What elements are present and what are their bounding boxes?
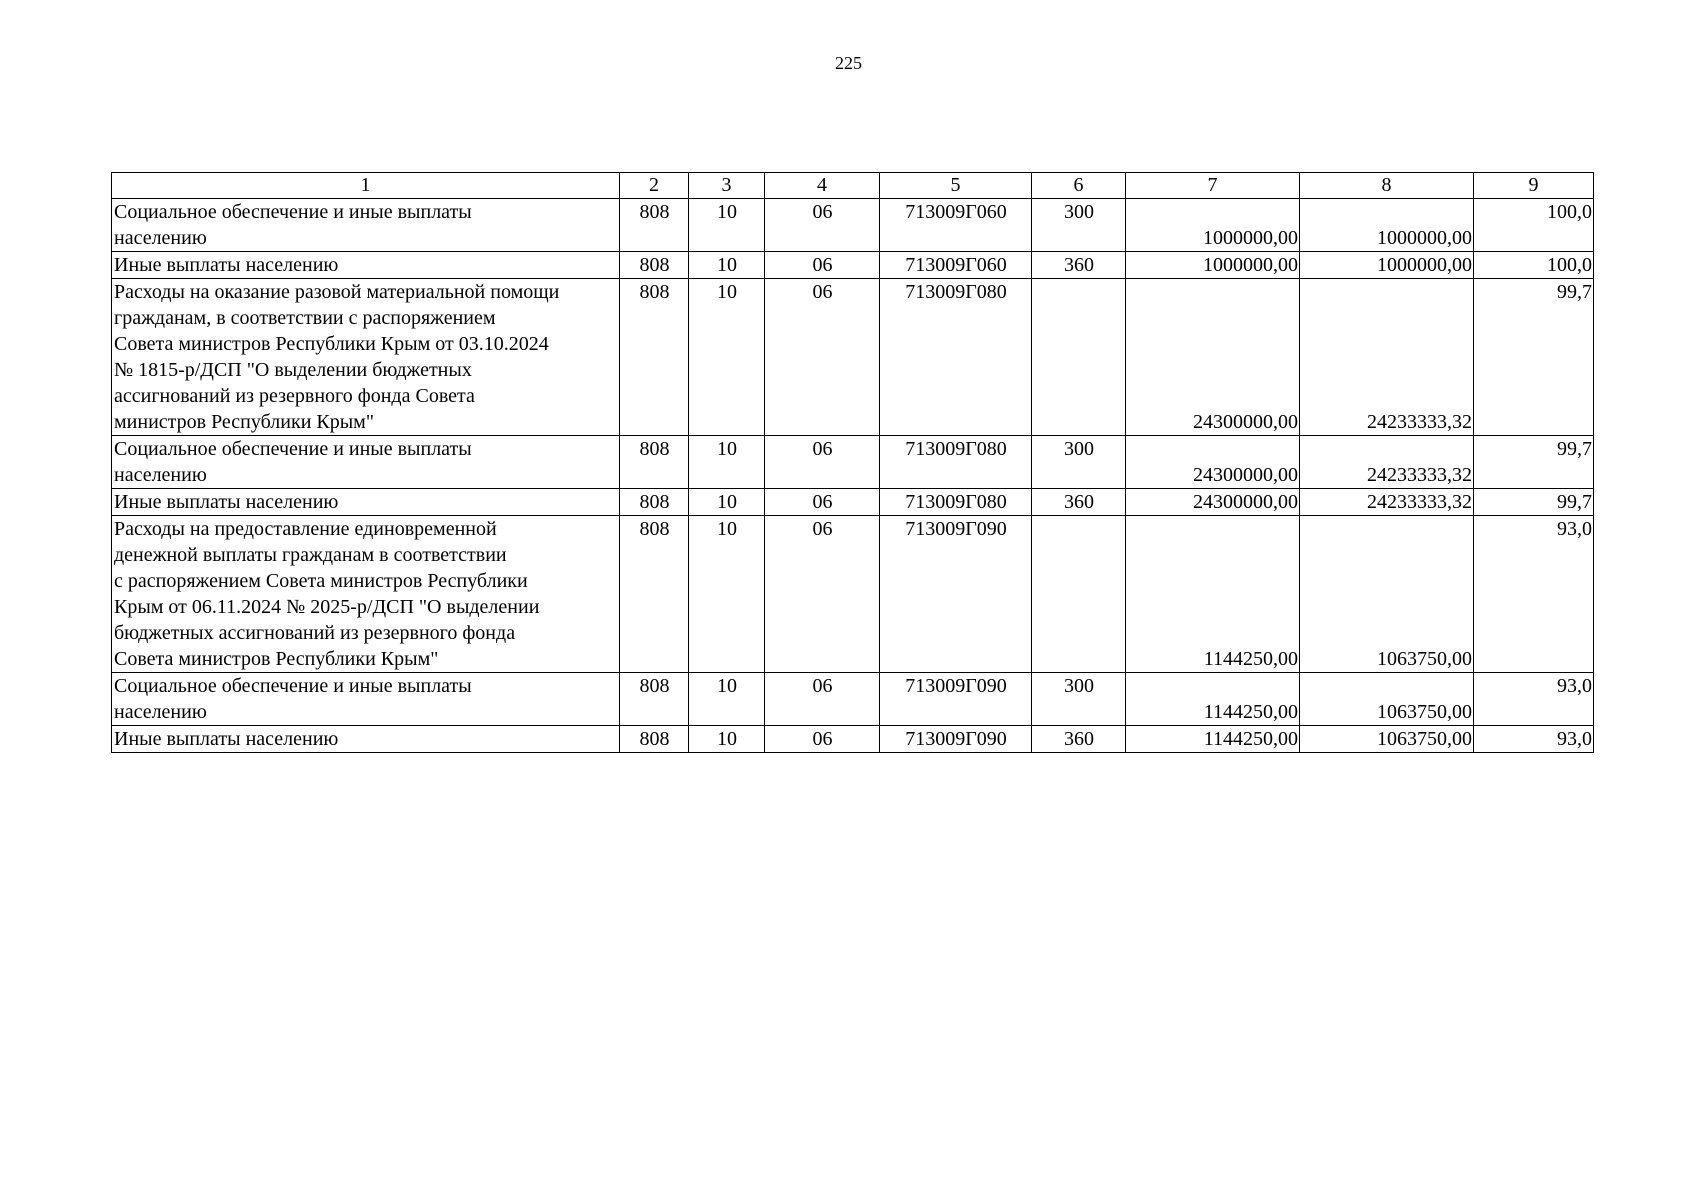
subsection-code-cell: 06 <box>765 252 880 279</box>
header-cell: 4 <box>765 173 880 199</box>
header-cell: 9 <box>1474 173 1594 199</box>
expense-type-cell <box>1032 279 1126 436</box>
expense-name-line: бюджетных ассигнований из резервного фонда <box>114 622 516 644</box>
executed-amount-cell: 24233333,32 <box>1300 436 1474 489</box>
page-number: 225 <box>835 53 862 73</box>
target-article-cell: 713009Г090 <box>880 516 1032 673</box>
expense-type-cell: 300 <box>1032 436 1126 489</box>
execution-percent-cell: 100,0 <box>1474 199 1594 252</box>
executed-amount-cell: 1000000,00 <box>1300 199 1474 252</box>
execution-percent-cell: 93,0 <box>1474 516 1594 673</box>
expense-name-line: ассигнований из резервного фонда Совета <box>114 385 475 407</box>
table-header-row <box>112 173 1594 199</box>
target-article-cell: 713009Г080 <box>880 489 1032 516</box>
planned-amount-cell: 1144250,00 <box>1126 516 1300 673</box>
execution-percent-cell: 99,7 <box>1474 279 1594 436</box>
header-cell: 3 <box>689 173 765 199</box>
expense-name-line: Крым от 06.11.2024 № 2025-р/ДСП "О выделении <box>114 596 540 618</box>
expense-name-line: денежной выплаты гражданам в соответствии <box>114 544 507 566</box>
expense-name-line: Социальное обеспечение и иные выплаты <box>114 675 472 697</box>
table-row <box>112 199 1594 252</box>
budget-table <box>111 172 1594 753</box>
expense-name-line: № 1815-р/ДСП "О выделении бюджетных <box>114 359 472 381</box>
section-code-cell: 10 <box>689 279 765 436</box>
expense-name-line: министров Республики Крым" <box>114 411 374 433</box>
target-article-cell: 713009Г090 <box>880 673 1032 726</box>
ministry-code-cell: 808 <box>620 516 689 673</box>
header-cell: 8 <box>1300 173 1474 199</box>
ministry-code-cell: 808 <box>620 252 689 279</box>
expense-type-cell: 360 <box>1032 489 1126 516</box>
subsection-code-cell: 06 <box>765 516 880 673</box>
expense-name-line: Совета министров Республики Крым" <box>114 648 439 670</box>
section-code-cell: 10 <box>689 199 765 252</box>
ministry-code-cell: 808 <box>620 436 689 489</box>
expense-name-line: гражданам, в соответствии с распоряжением <box>114 307 496 329</box>
ministry-code-cell: 808 <box>620 279 689 436</box>
executed-amount-cell: 24233333,32 <box>1300 489 1474 516</box>
expense-name-line: Иные выплаты населению <box>114 491 339 513</box>
subsection-code-cell: 06 <box>765 436 880 489</box>
header-cell: 6 <box>1032 173 1126 199</box>
section-code-cell: 10 <box>689 436 765 489</box>
target-article-cell: 713009Г060 <box>880 199 1032 252</box>
execution-percent-cell: 99,7 <box>1474 436 1594 489</box>
expense-name-line: Социальное обеспечение и иные выплаты <box>114 438 472 460</box>
expense-name-line: Расходы на предоставление единовременной <box>114 518 497 540</box>
expense-type-cell: 360 <box>1032 252 1126 279</box>
ministry-code-cell: 808 <box>620 726 689 753</box>
target-article-cell: 713009Г080 <box>880 436 1032 489</box>
planned-amount-cell: 24300000,00 <box>1126 489 1300 516</box>
planned-amount-cell: 1000000,00 <box>1126 199 1300 252</box>
target-article-cell: 713009Г090 <box>880 726 1032 753</box>
subsection-code-cell: 06 <box>765 726 880 753</box>
expense-name-line: Расходы на оказание разовой материальной помощи <box>114 281 560 303</box>
expense-name-cell <box>112 489 620 516</box>
table-row <box>112 279 1594 436</box>
ministry-code-cell: 808 <box>620 199 689 252</box>
target-article-cell: 713009Г060 <box>880 252 1032 279</box>
subsection-code-cell: 06 <box>765 279 880 436</box>
expense-name-cell <box>112 199 620 252</box>
expense-name-line: населению <box>114 227 207 249</box>
table-row <box>112 516 1594 673</box>
expense-name-line: населению <box>114 701 207 723</box>
expense-name-line: населению <box>114 464 207 486</box>
table-row <box>112 489 1594 516</box>
expense-name-cell <box>112 252 620 279</box>
table-row <box>112 726 1594 753</box>
subsection-code-cell: 06 <box>765 199 880 252</box>
header-cell: 1 <box>112 173 620 199</box>
executed-amount-cell: 1000000,00 <box>1300 252 1474 279</box>
expense-name-line: с распоряжением Совета министров Республики <box>114 570 528 592</box>
subsection-code-cell: 06 <box>765 489 880 516</box>
section-code-cell: 10 <box>689 252 765 279</box>
expense-type-cell: 300 <box>1032 199 1126 252</box>
expense-type-cell: 360 <box>1032 726 1126 753</box>
expense-name-cell <box>112 279 620 436</box>
ministry-code-cell: 808 <box>620 673 689 726</box>
target-article-cell: 713009Г080 <box>880 279 1032 436</box>
expense-name-line: Иные выплаты населению <box>114 728 339 750</box>
execution-percent-cell: 99,7 <box>1474 489 1594 516</box>
subsection-code-cell: 06 <box>765 673 880 726</box>
header-cell: 5 <box>880 173 1032 199</box>
execution-percent-cell: 93,0 <box>1474 673 1594 726</box>
planned-amount-cell: 24300000,00 <box>1126 436 1300 489</box>
ministry-code-cell: 808 <box>620 489 689 516</box>
planned-amount-cell: 1144250,00 <box>1126 726 1300 753</box>
header-cell: 7 <box>1126 173 1300 199</box>
executed-amount-cell: 1063750,00 <box>1300 673 1474 726</box>
section-code-cell: 10 <box>689 673 765 726</box>
expense-type-cell <box>1032 516 1126 673</box>
planned-amount-cell: 1000000,00 <box>1126 252 1300 279</box>
header-cell: 2 <box>620 173 689 199</box>
section-code-cell: 10 <box>689 516 765 673</box>
executed-amount-cell: 1063750,00 <box>1300 726 1474 753</box>
expense-name-line: Иные выплаты населению <box>114 254 339 276</box>
executed-amount-cell: 1063750,00 <box>1300 516 1474 673</box>
table-row <box>112 673 1594 726</box>
table-row <box>112 436 1594 489</box>
expense-name-line: Социальное обеспечение и иные выплаты <box>114 201 472 223</box>
expense-name-line: Совета министров Республики Крым от 03.10.2024 <box>114 333 549 355</box>
expense-name-cell <box>112 436 620 489</box>
expense-type-cell: 300 <box>1032 673 1126 726</box>
table-row <box>112 252 1594 279</box>
planned-amount-cell: 24300000,00 <box>1126 279 1300 436</box>
section-code-cell: 10 <box>689 726 765 753</box>
expense-name-cell <box>112 673 620 726</box>
section-code-cell: 10 <box>689 489 765 516</box>
execution-percent-cell: 100,0 <box>1474 252 1594 279</box>
expense-name-cell <box>112 516 620 673</box>
executed-amount-cell: 24233333,32 <box>1300 279 1474 436</box>
expense-name-cell <box>112 726 620 753</box>
execution-percent-cell: 93,0 <box>1474 726 1594 753</box>
planned-amount-cell: 1144250,00 <box>1126 673 1300 726</box>
